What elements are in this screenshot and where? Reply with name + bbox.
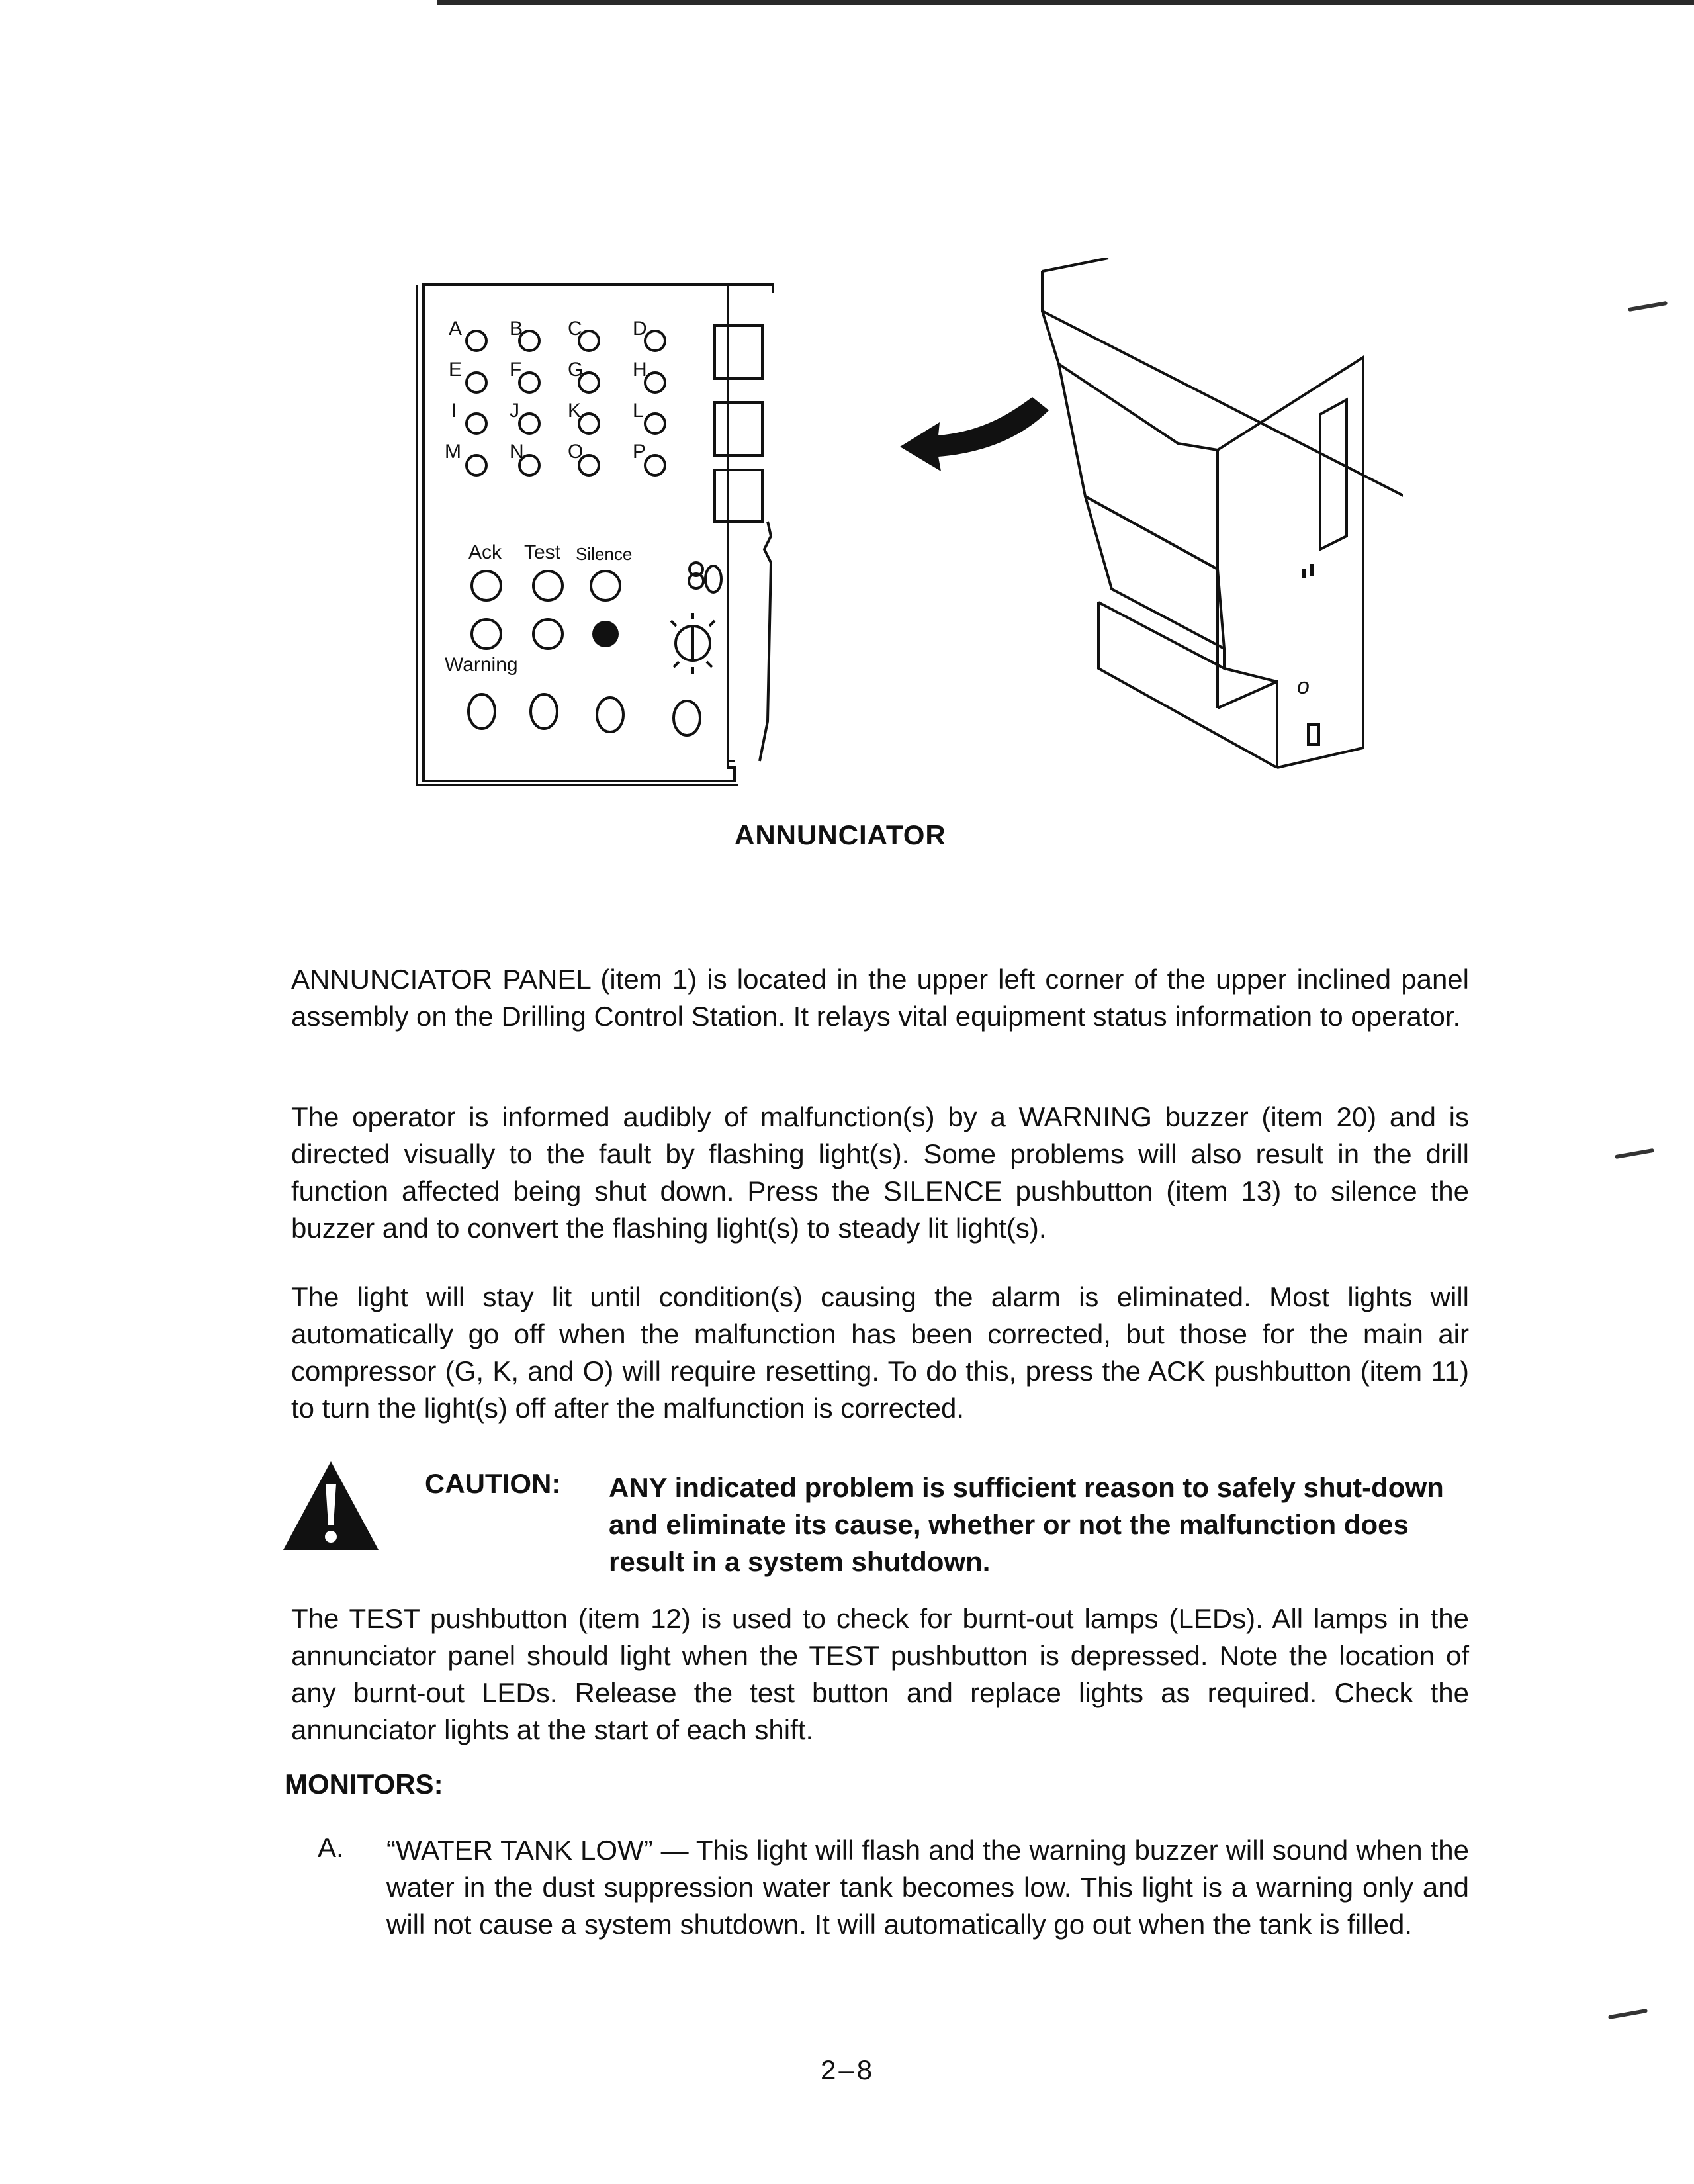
paragraph: The light will stay lit until condition(s) causing the alarm is eliminated. Most lights will automatically go off when the malfunction has been corrected, but those for the main air compressor (G, K, and O) will require resetting. To do this, press the ACK pushbutton (item 11) to turn the light(s) off after the malfunction is corrected. — [291, 1281, 1469, 1424]
lamp-letter: C — [568, 318, 582, 340]
test-paragraph: The TEST pushbutton (item 12) is used to check for burnt-out lamps (LEDs). All lamps in the annunciator panel should light when the TEST pushbutton is depressed. Note the location of any burnt-out LEDs. Release the test button and replace lights as required. Check the annunciator lights at the start of each shift. — [291, 1603, 1469, 1745]
caution-label: CAUTION: — [425, 1468, 561, 1499]
lamp-letter: P — [633, 441, 646, 463]
warning-label: Warning — [445, 654, 518, 676]
lamp-letter: M — [445, 441, 461, 463]
silence-indicator-lit — [592, 621, 619, 647]
lamp-letter: I — [451, 400, 457, 422]
bottom-control — [468, 694, 495, 729]
lamp-letter: A — [449, 318, 463, 340]
paragraph: The operator is informed audibly of malfunction(s) by a WARNING buzzer (item 20) and is directed visually to the fault by flashing light(s). Some problems will also result in the drill function affected being shut down. Press the SILENCE pushbutton (item 13) to silence the buzzer and to convert the flashing light(s) to steady lit light(s). — [291, 1101, 1469, 1244]
curved-arrow-icon — [900, 397, 1049, 471]
lamp-letter: D — [633, 318, 647, 340]
silence-label: Silence — [576, 544, 633, 564]
silence-pushbutton — [591, 571, 620, 600]
warning-triangle-icon — [278, 1456, 384, 1555]
annunciator-figure — [397, 258, 1403, 854]
bottom-control — [597, 698, 623, 732]
lamp-letter: E — [449, 359, 463, 381]
beacon-light-icon — [671, 613, 715, 674]
top-scan-rule — [437, 0, 1694, 5]
scan-mark — [1608, 2009, 1648, 2019]
monitors-heading: MONITORS: — [285, 1768, 443, 1799]
test-pushbutton — [533, 571, 562, 600]
lamp-letter: L — [633, 400, 644, 422]
list-text: “WATER TANK LOW” — This light will flash and the warning buzzer will sound when the water in the dust suppression water tank becomes low. This light is a warning only and will not cause a system shutdown. It will automatically go out when the tank is filled. — [386, 1835, 1469, 1940]
list-marker: A. — [318, 1832, 344, 1863]
lamp-letter: G — [568, 359, 584, 381]
paragraph: ANNUNCIATOR PANEL (item 1) is located in the upper left corner of the upper inclined panel assembly on the Drilling Control Station. It relays vital equipment status information to operator. — [291, 964, 1469, 1032]
test-label: Test — [524, 541, 561, 563]
figure-caption: ANNUNCIATOR — [735, 819, 946, 850]
lamp-letter: K — [568, 400, 582, 422]
lamp-letter: O — [568, 441, 584, 463]
rocker-switch — [715, 470, 762, 522]
caution-text: ANY indicated problem is sufficient reason to safely shut-down and eliminate its cause, whether or not the malfunction does result in a system shutdown. — [609, 1472, 1444, 1577]
lamp-letter: N — [510, 441, 524, 463]
rocker-switch — [715, 326, 762, 379]
indicator — [533, 619, 562, 649]
scan-mark — [1628, 301, 1668, 312]
ack-label: Ack — [468, 541, 502, 563]
indicator — [472, 619, 501, 649]
lamp-letter: B — [510, 318, 523, 340]
caution-block — [278, 1456, 1469, 1602]
bottom-control — [531, 694, 557, 729]
bottom-control — [674, 701, 700, 735]
lamp-letter: J — [510, 400, 519, 422]
ack-pushbutton — [472, 571, 501, 600]
rocker-switch — [715, 402, 762, 455]
svg-text:o: o — [1297, 674, 1310, 699]
control-station-illustration — [1042, 258, 1403, 768]
page-number: 2–8 — [821, 2054, 875, 2085]
lamp-letter: H — [633, 359, 647, 381]
lamp-letter: F — [510, 359, 522, 381]
scan-mark — [1615, 1148, 1654, 1159]
